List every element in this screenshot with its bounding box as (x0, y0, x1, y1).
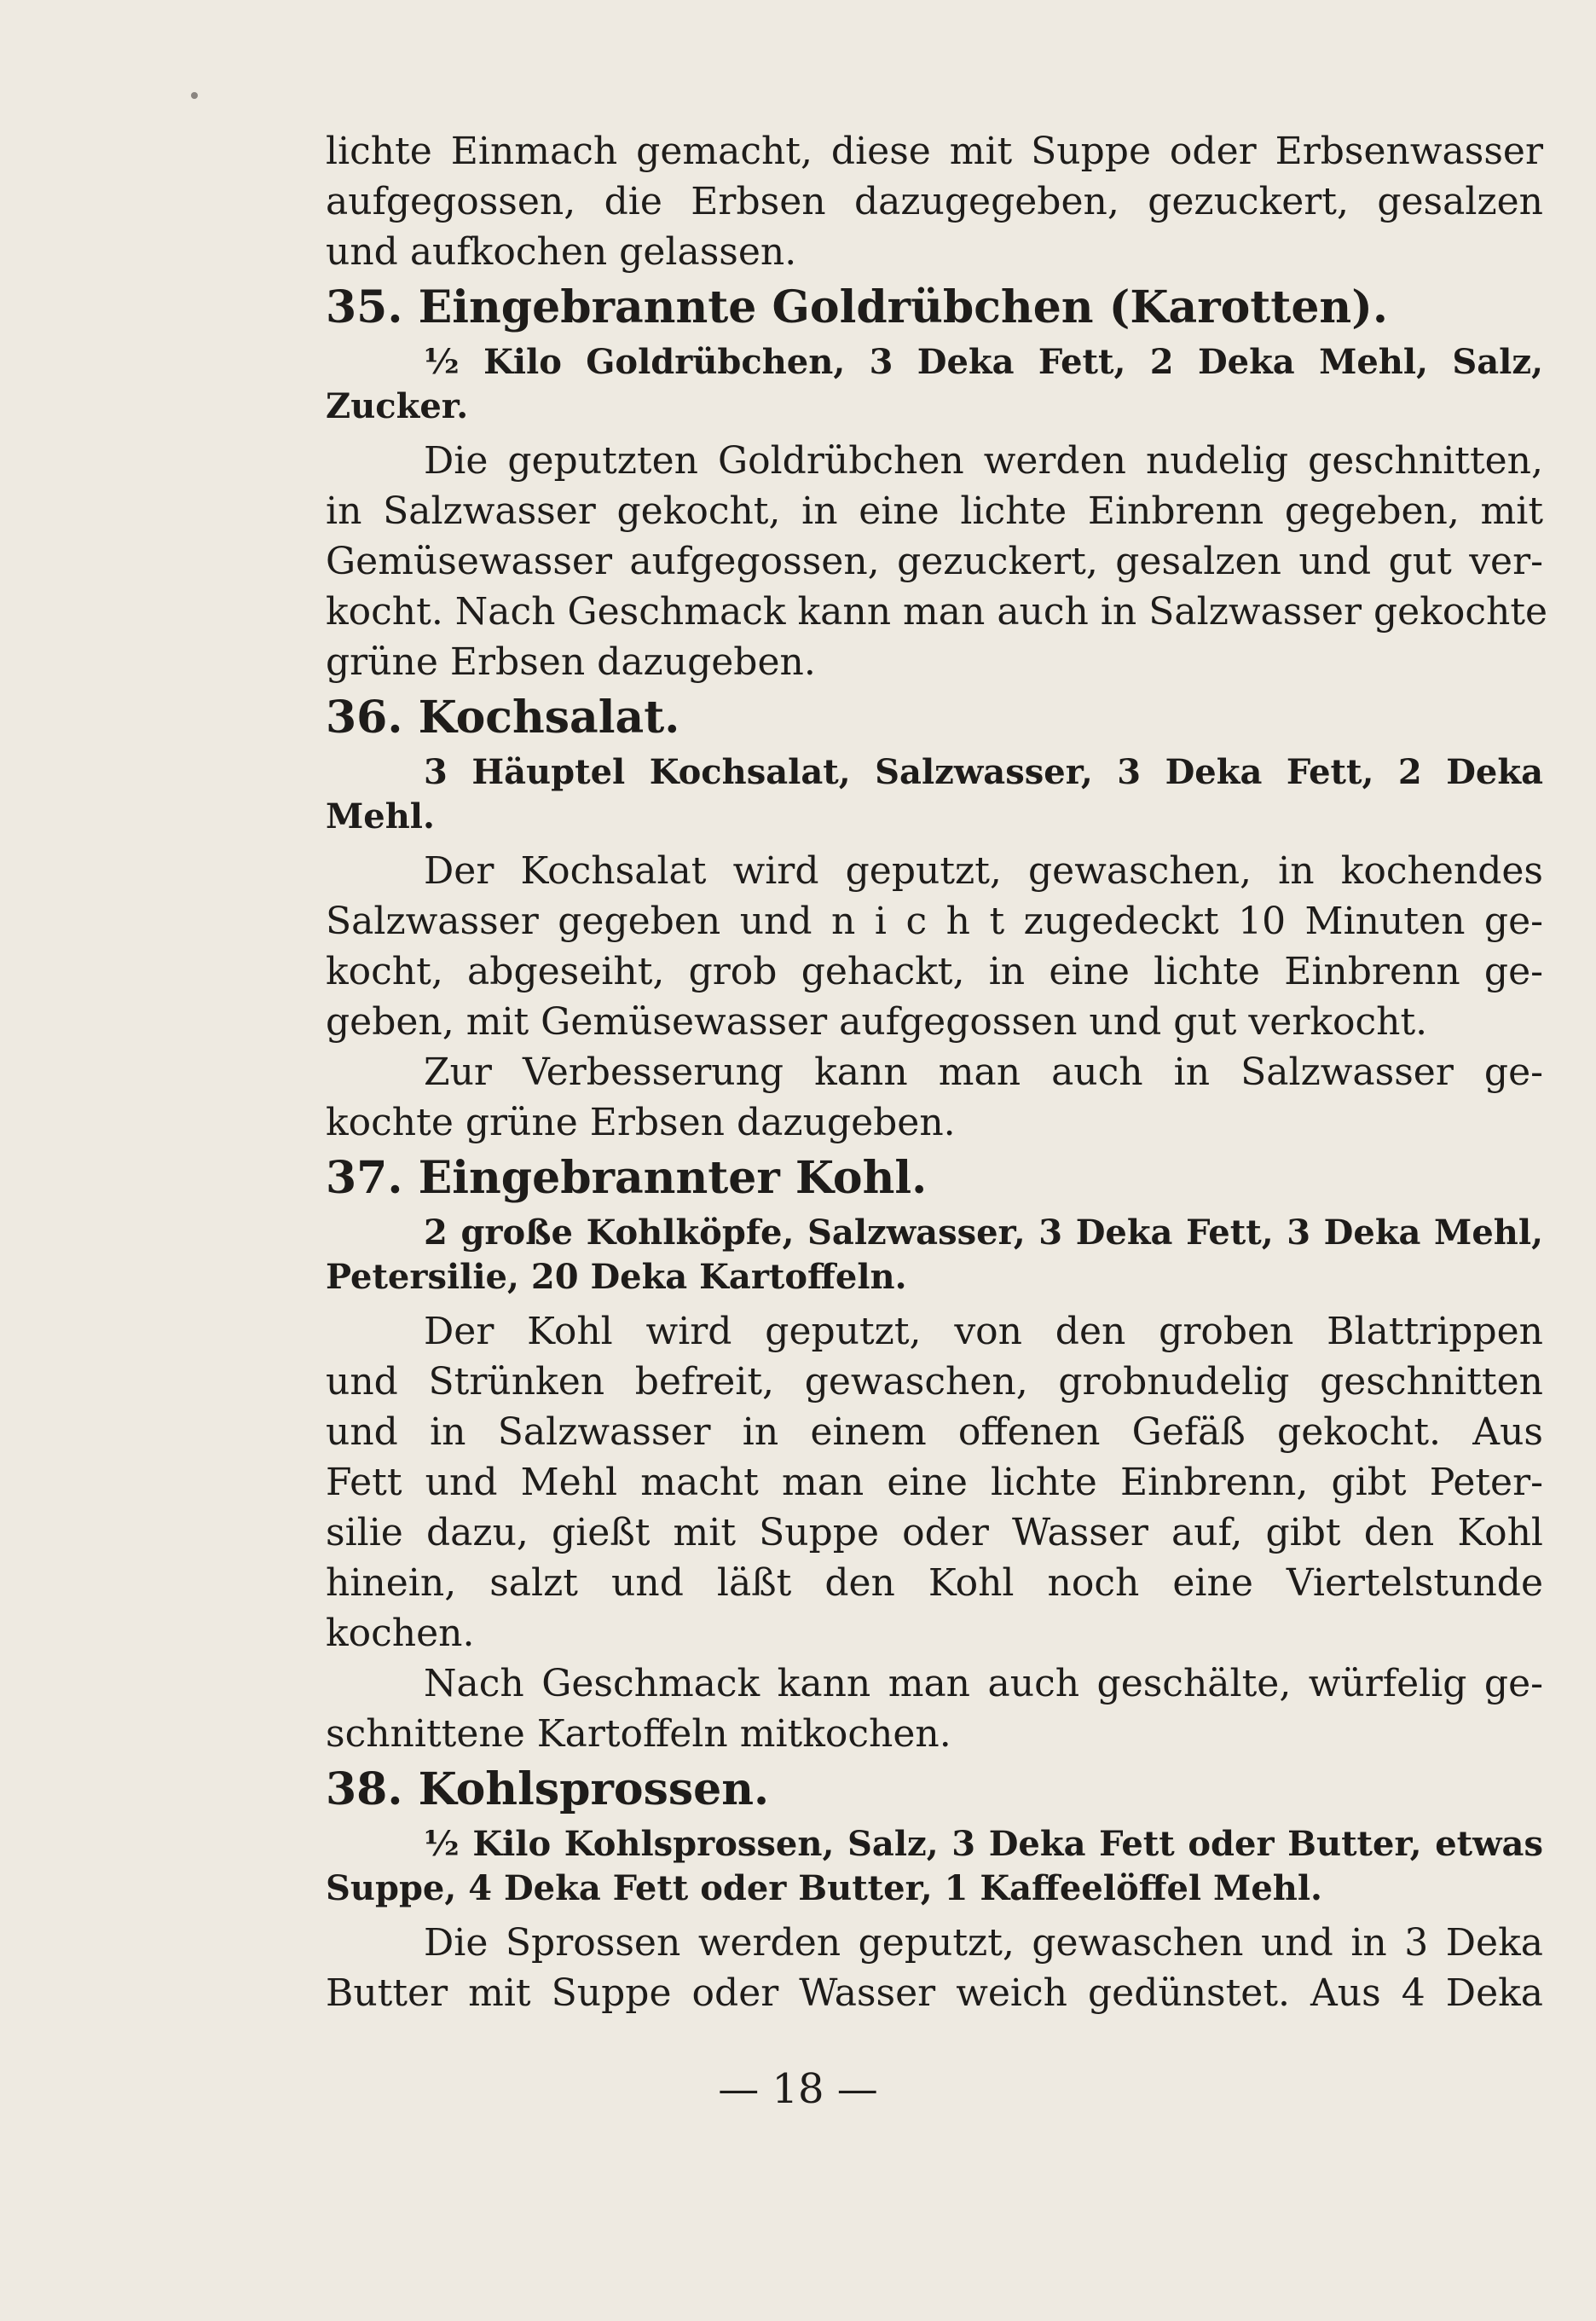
recipe-title: 35. Eingebrannte Goldrübchen (Karotten). (326, 281, 1388, 333)
instructions-line: Salzwasser gegeben und n i c h t zugedeckt 10 Minuten ge- (326, 900, 1543, 943)
ingredients-line: Zucker. (326, 386, 469, 426)
recipe-title: 37. Eingebrannter Kohl. (326, 1152, 928, 1204)
instructions-line: in Salzwasser gekocht, in eine lichte Einbrenn gegeben, mit (326, 489, 1543, 533)
intro-paragraph (326, 126, 1543, 277)
recipe-38 (326, 1762, 1543, 2018)
ingredients-list (326, 1211, 1543, 1299)
instructions-line: Der Kochsalat wird geputzt, gewaschen, in kochendes (424, 849, 1543, 893)
instructions-paragraph (326, 1306, 1543, 1658)
ingredients-line: Petersilie, 20 Deka Kartoffeln. (326, 1257, 907, 1297)
recipe-37 (326, 1151, 1543, 1759)
instructions-paragraph (326, 1918, 1543, 2018)
intro-line: aufgegossen, die Erbsen dazugegeben, gezuckert, gesalzen (326, 180, 1543, 223)
instructions-line: Butter mit Suppe oder Wasser weich gedünstet. Aus 4 Deka (326, 1971, 1543, 2015)
instructions-line: kochen. (326, 1612, 475, 1655)
instructions-line: kocht. Nach Geschmack kann man auch in Salzwasser gekochte (326, 590, 1548, 634)
instructions-line: kochte grüne Erbsen dazugeben. (326, 1101, 956, 1144)
ingredients-line: Suppe, 4 Deka Fett oder Butter, 1 Kaffeelöffel Mehl. (326, 1868, 1322, 1908)
instructions-line: grüne Erbsen dazugeben. (326, 640, 816, 684)
ingredients-line: ½ Kilo Goldrübchen, 3 Deka Fett, 2 Deka Mehl, Salz, (424, 342, 1543, 382)
page-body (326, 126, 1548, 2018)
print-speck (191, 92, 198, 99)
recipe-35 (326, 281, 1548, 687)
instructions-line: hinein, salzt und läßt den Kohl noch eine Viertelstunde (326, 1561, 1543, 1605)
instructions-line: kocht, abgeseiht, grob gehackt, in eine lichte Einbrenn ge- (326, 950, 1543, 993)
instructions-line: Die geputzten Goldrübchen werden nudelig geschnitten, (424, 439, 1543, 483)
instructions-paragraph (326, 436, 1548, 687)
instructions-line: Der Kohl wird geputzt, von den groben Blattrippen (424, 1310, 1543, 1353)
ingredients-line: 2 große Kohlköpfe, Salzwasser, 3 Deka Fett, 3 Deka Mehl, (424, 1213, 1543, 1253)
ingredients-list (326, 340, 1543, 429)
page-number: — 18 — (718, 2065, 878, 2113)
intro-line: lichte Einmach gemacht, diese mit Suppe oder Erbsenwasser (326, 130, 1543, 173)
ingredients-line: Mehl. (326, 796, 435, 836)
recipe-36 (326, 691, 1543, 1148)
recipe-title: 38. Kohlsprossen. (326, 1763, 770, 1815)
ingredients-list (326, 1822, 1543, 1911)
instructions-line: Gemüsewasser aufgegossen, gezuckert, gesalzen und gut ver- (326, 540, 1543, 583)
instructions-line: Nach Geschmack kann man auch geschälte, würfelig ge- (424, 1662, 1543, 1705)
instructions-line: und Strünken befreit, gewaschen, grobnudelig geschnitten (326, 1360, 1543, 1404)
ingredients-line: 3 Häuptel Kochsalat, Salzwasser, 3 Deka Fett, 2 Deka (424, 752, 1543, 792)
instructions-paragraph (326, 1047, 1543, 1148)
instructions-line: geben, mit Gemüsewasser aufgegossen und gut verkocht. (326, 1000, 1428, 1044)
instructions-line: schnittene Kartoffeln mitkochen. (326, 1712, 951, 1756)
instructions-line: Die Sprossen werden geputzt, gewaschen und in 3 Deka (424, 1921, 1543, 1965)
instructions-line: Fett und Mehl macht man eine lichte Einbrenn, gibt Peter- (326, 1461, 1543, 1504)
instructions-line: Zur Verbesserung kann man auch in Salzwasser ge- (424, 1051, 1543, 1094)
instructions-paragraph (326, 846, 1543, 1047)
ingredients-list (326, 750, 1543, 839)
instructions-line: silie dazu, gießt mit Suppe oder Wasser auf, gibt den Kohl (326, 1511, 1543, 1554)
ingredients-line: ½ Kilo Kohlsprossen, Salz, 3 Deka Fett oder Butter, etwas (424, 1824, 1543, 1864)
recipe-title: 36. Kochsalat. (326, 692, 680, 744)
instructions-line: und in Salzwasser in einem offenen Gefäß gekocht. Aus (326, 1410, 1543, 1454)
intro-line: und aufkochen gelassen. (326, 230, 797, 274)
instructions-paragraph (326, 1658, 1543, 1759)
